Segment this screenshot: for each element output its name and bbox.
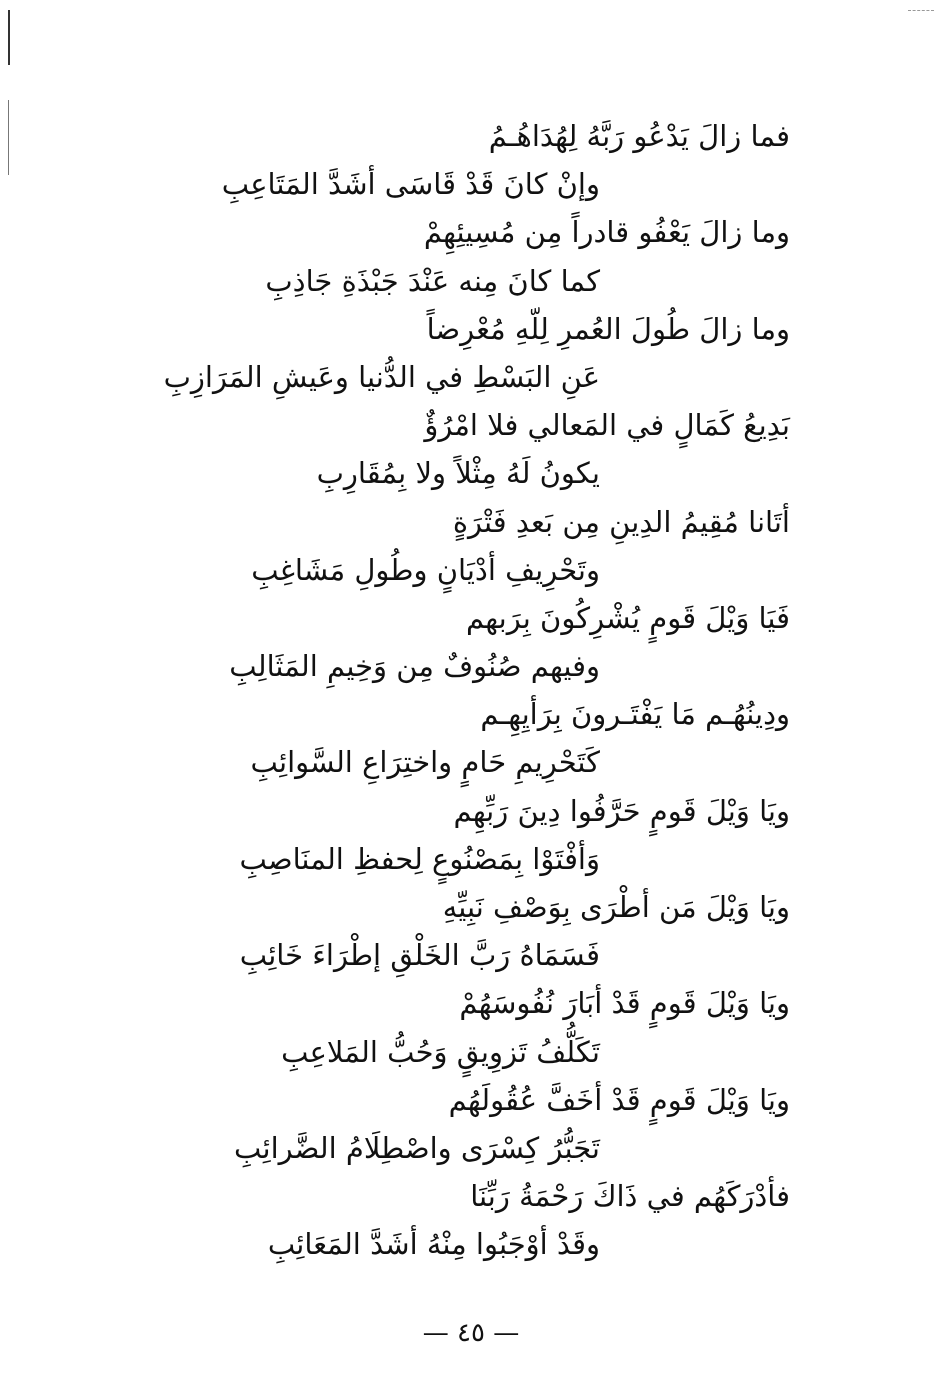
verse-line: وما زالَ يَعْفُو قادراً مِن مُسِيئِهِمْ [423,215,790,250]
poem [163,112,790,1269]
verse-line: وَأفْتَوْا بِمَصْنُوعٍ لِحفظِ المنَاصِبِ [239,841,600,876]
verse-line: ويَا وَيْلَ قَومٍ حَرَّفُوا دِينَ رَبِّهِم [453,793,790,828]
page-number: — ٤٥ — [422,1318,520,1348]
margin-rule [8,10,10,65]
verse-line: وفيهم صُنُوفٌ مِن وَخِيمِ المَثَالِبِ [229,649,600,684]
verse-line: فما زالَ يَدْعُو رَبَّهُ لِهُدَاهُـمُ [488,119,790,153]
corner-mark [908,10,934,11]
verse-line: كَتَحْرِيمِ حَامٍ واختِرَاعِ السَّوائِبِ [250,745,600,780]
verse-line: فَسَمَاهُ رَبَّ الخَلْقِ إطْرَاءَ خَائِبِ [239,938,600,973]
verse-line: أتَانا مُقِيمُ الدِينِ مِن بَعدِ فَتْرَةٍ [452,504,790,539]
margin-rule [8,100,9,175]
verse-line: فأدْرَكَهُم في ذَاكَ رَحْمَةُ رَبِّنَا [470,1179,790,1214]
verse-line: يكونُ لَهُ مِثْلاً ولا بِمُقَارِبِ [316,456,600,491]
verse-line: بَدِيعُ كَمَالٍ في المَعالي فلا امْرُؤٌ [424,408,790,443]
verse-line: ودِينُهُـم مَا يَفْتَـرونَ بِرَأيِهِـم [480,697,790,732]
verse-line: تَجَبُّرُ كِسْرَى واصْطِلَامُ الضَّرائِبِ [234,1130,600,1165]
verse-line: ويَا وَيْلَ قَومٍ قَدْ أخَفَّ عُقُولَهُم [448,1082,790,1117]
verse-line: ويَا وَيْلَ قَومٍ قَدْ أبَارَ نُفُوسَهُمْ [459,986,790,1021]
verse-line: وما زالَ طُولَ العُمرِ لِلّهِ مُعْرِضاً [426,311,790,346]
verse-line: فَيَا وَيْلَ قَومٍ يُشْرِكُونَ بِرَبهم [466,600,790,635]
verse-line: وقَدْ أوْجَبُوا مِنْهُ أشَدَّ المَعَائِبِ [267,1227,600,1262]
verse-line: ويَا وَيْلَ مَن أطْرَى بِوَصْفِ نَبِيِّهِ [442,890,790,924]
verse-line: وتَحْرِيفِ أدْيَانٍ وطُولِ مَشَاغِبِ [251,552,600,587]
verse-line: وإنْ كانَ قَدْ قَاسَى أشَدَّ المَتَاعِبِ [221,167,600,202]
verse-line: كما كانَ مِنه عَنْدَ جَبْذَةِ جَاذِبِ [265,263,600,298]
verse-line: عَنِ البَسْطِ في الدُّنيا وعَيشِ المَرَازِبِ [163,359,600,394]
verse-line: تَكَلُّفُ تَزوِيقٍ وَحُبُّ المَلاعِبِ [281,1034,600,1069]
